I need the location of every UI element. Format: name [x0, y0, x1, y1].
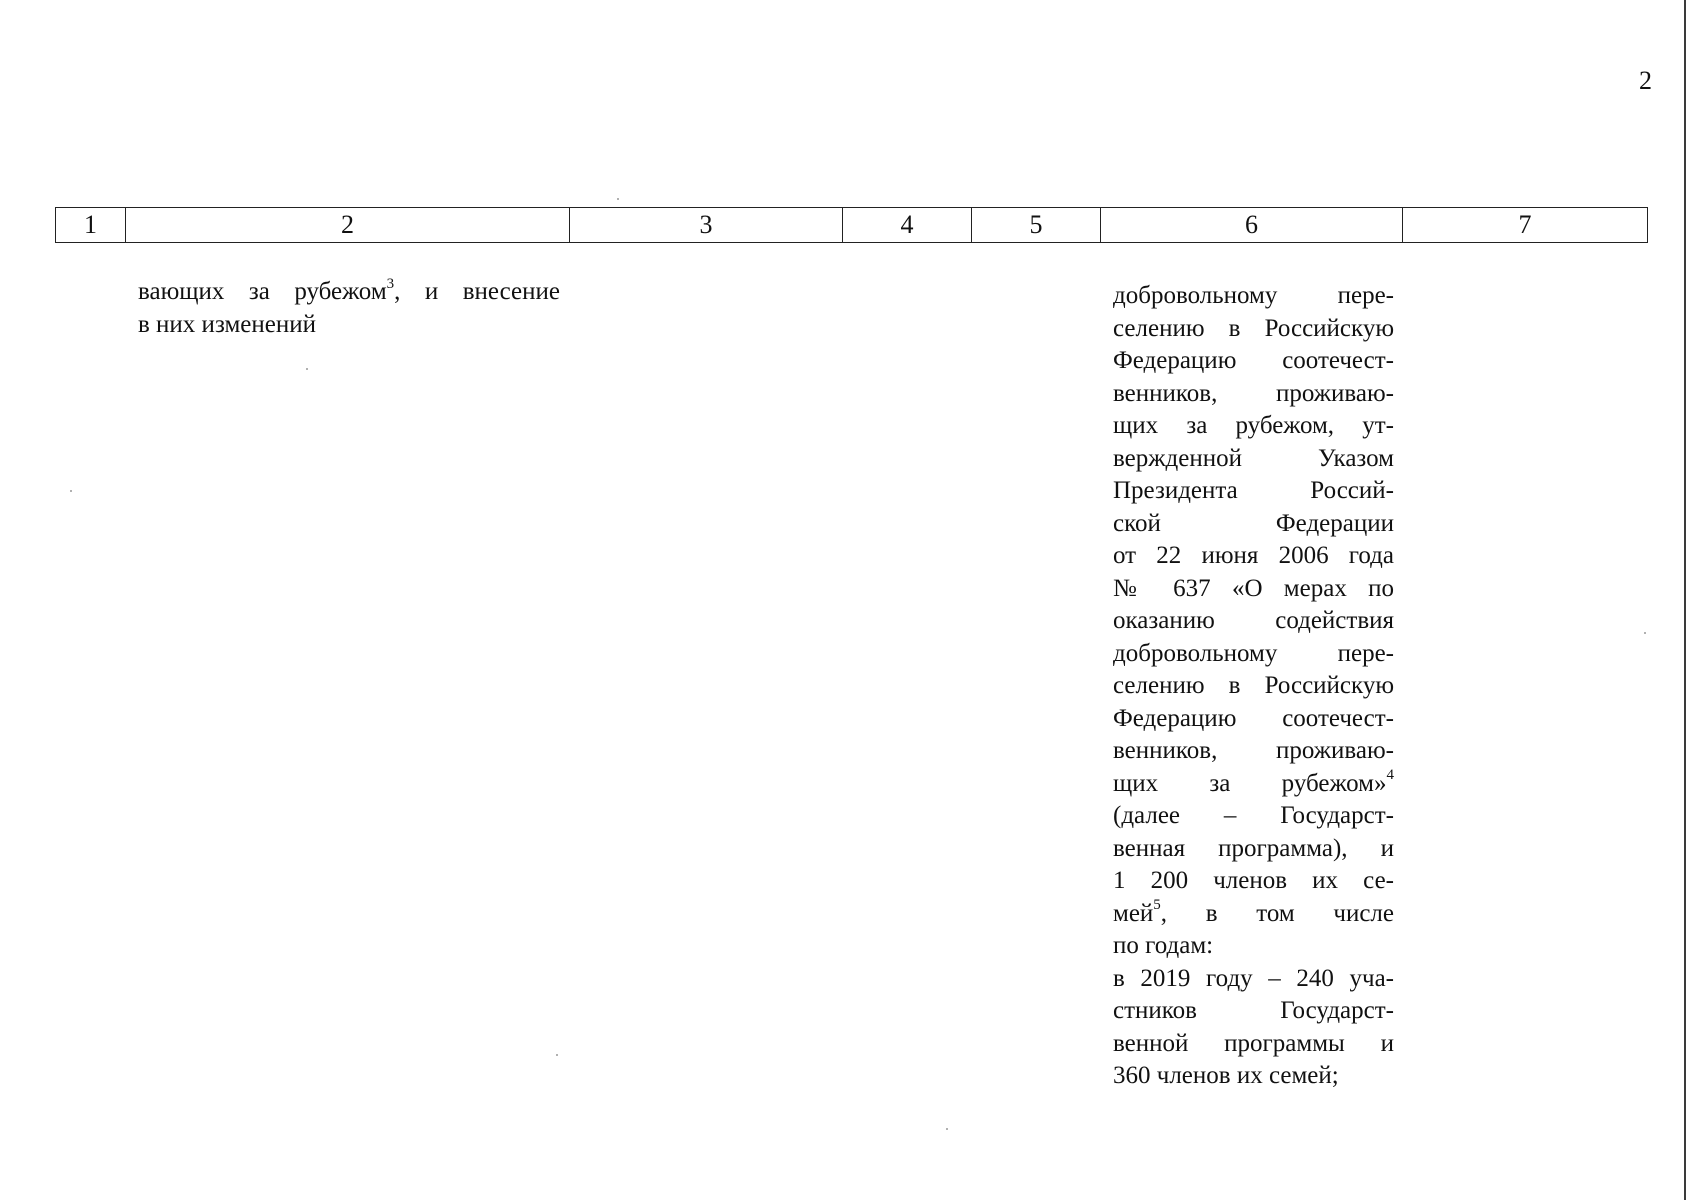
column-6-line-5: щих за рубежом, ут- — [1113, 412, 1394, 439]
column-6-line-15: венников, проживаю- — [1113, 737, 1394, 764]
column-2-line-2: в них изменений — [138, 310, 316, 338]
scan-edge-line — [1684, 0, 1686, 1200]
column-6-line-sup5 — [1113, 898, 1394, 931]
column-6-2019-line-1: в 2019 году – 240 уча- — [1113, 964, 1394, 992]
column-6-line-12: добровольному пере- — [1113, 639, 1394, 667]
column-6-line-6: вержденной Указом — [1113, 444, 1394, 472]
scan-speck — [1644, 632, 1646, 634]
column-2-line-1-b: , и внесение — [394, 278, 560, 305]
column-6-line-sup4 — [1113, 768, 1394, 801]
header-col-7: 7 — [1403, 208, 1648, 243]
column-2-text — [138, 276, 560, 341]
column-6-lines-2019 — [1113, 963, 1394, 1093]
column-6-mid-line-3: 1 200 членов их се- — [1113, 867, 1394, 894]
column-6-lines-mid — [1113, 800, 1394, 898]
column-6-line-14: Федерацию соотечест- — [1113, 704, 1394, 732]
column-6-2019-line-3: венной программы и — [1113, 1029, 1394, 1057]
column-6-2019-line-4: 360 членов их семей; — [1113, 1062, 1339, 1089]
scan-speck — [617, 198, 619, 200]
column-6-line-7: Президента Россий- — [1113, 477, 1394, 504]
column-6-line-8: ской Федерации — [1113, 509, 1394, 537]
column-2-line-1-a: вающих за рубежом — [138, 278, 387, 305]
header-col-1: 1 — [56, 208, 126, 243]
footnote-ref-3: 3 — [386, 275, 395, 292]
column-6-2019-line-2: стников Государст- — [1113, 997, 1394, 1024]
column-6-line-by-years: по годам: — [1113, 932, 1214, 959]
footnote-ref-4: 4 — [1386, 767, 1394, 784]
footnote-ref-5: 5 — [1153, 897, 1161, 914]
column-6-line-9: от 22 июня 2006 года — [1113, 542, 1394, 569]
column-6-text — [1113, 280, 1394, 1093]
header-row — [56, 208, 1648, 243]
column-6-mid-line-1: (далее – Государст- — [1113, 802, 1394, 829]
column-6-line-13: селению в Российскую — [1113, 672, 1394, 699]
column-2-line-1 — [138, 276, 560, 309]
column-6-mid-line-2: венная программа), и — [1113, 834, 1394, 862]
page-number: 2 — [1639, 66, 1652, 95]
column-6-line-1: добровольному пере- — [1113, 282, 1394, 309]
column-number-header-table — [55, 207, 1648, 243]
column-6-line-10: № 637 «О мерах по — [1113, 574, 1394, 602]
scan-speck — [946, 1128, 948, 1130]
header-col-4: 4 — [843, 208, 972, 243]
scan-speck — [70, 490, 72, 492]
column-6-line-3: Федерацию соотечест- — [1113, 347, 1394, 374]
header-col-6: 6 — [1101, 208, 1403, 243]
column-6-line-sup5-a: мей — [1113, 899, 1154, 927]
scan-speck — [306, 368, 308, 370]
scan-speck — [556, 1054, 558, 1056]
header-col-2: 2 — [126, 208, 570, 243]
column-6-line-4: венников, проживаю- — [1113, 379, 1394, 407]
column-6-lines-before — [1113, 280, 1394, 768]
column-6-line-11: оказанию содействия — [1113, 607, 1394, 634]
header-col-3: 3 — [570, 208, 843, 243]
column-6-line-sup5-b: , в том числе — [1160, 899, 1394, 927]
column-6-line-2: селению в Российскую — [1113, 314, 1394, 342]
header-col-5: 5 — [972, 208, 1101, 243]
column-6-line-sup4-text: щих за рубежом» — [1113, 769, 1387, 797]
